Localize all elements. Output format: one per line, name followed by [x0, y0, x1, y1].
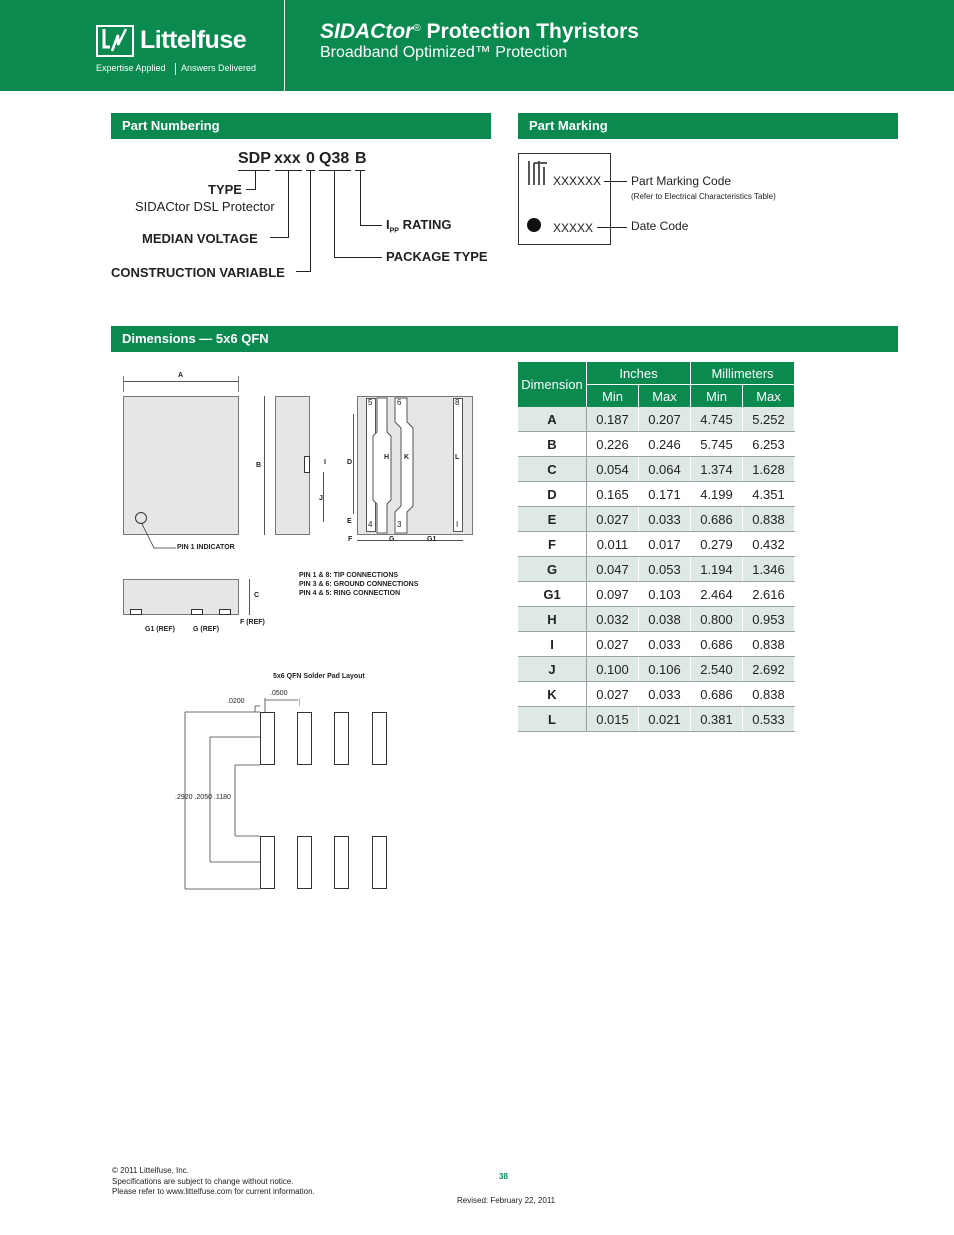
dimensions-heading: Dimensions — 5x6 QFN — [111, 326, 898, 352]
pin-connection-notes: PIN 1 & 8: TIP CONNECTIONS PIN 3 & 6: GROUND CONNECTIONS PIN 4 & 5: RING CONNECTION — [299, 572, 419, 597]
dimension-cell: D — [518, 482, 587, 507]
revised-date: Revised: February 22, 2011 — [457, 1196, 556, 1205]
code-part-construction: 0 — [306, 150, 315, 167]
code-part-rating: B — [355, 150, 367, 167]
bottom-pad-shapes — [357, 396, 473, 535]
dimension-cell: J — [518, 657, 587, 682]
col-dimension: Dimension — [518, 362, 587, 407]
type-description: SIDACtor DSL Protector — [135, 199, 275, 214]
value-cell: 0.021 — [639, 707, 691, 732]
table-row — [518, 482, 795, 507]
value-cell: 0.100 — [587, 657, 639, 682]
tagline-right: Answers Delivered — [181, 63, 257, 73]
table-row — [518, 557, 795, 582]
value-cell: 0.800 — [691, 607, 743, 632]
tagline-left: Expertise Applied — [96, 63, 166, 73]
dimension-cell: G1 — [518, 582, 587, 607]
littelfuse-logo — [96, 22, 266, 82]
value-cell: 1.628 — [743, 457, 795, 482]
table-row — [518, 457, 795, 482]
part-numbering-heading: Part Numbering — [111, 113, 491, 139]
construction-variable-label: CONSTRUCTION VARIABLE — [111, 265, 285, 280]
value-cell: 2.464 — [691, 582, 743, 607]
table-row — [518, 407, 795, 432]
value-cell: 0.686 — [691, 632, 743, 657]
value-cell: 0.171 — [639, 482, 691, 507]
table-row — [518, 707, 795, 732]
table-row — [518, 532, 795, 557]
page-title: SIDACtor® Protection Thyristors — [320, 20, 639, 43]
dimensions-table — [518, 362, 795, 732]
littelfuse-mark-icon — [527, 159, 549, 189]
value-cell: 2.540 — [691, 657, 743, 682]
page-subtitle: Broadband Optimized™ Protection — [320, 44, 568, 61]
value-cell: 5.252 — [743, 407, 795, 432]
table-row — [518, 607, 795, 632]
dimension-cell: A — [518, 407, 587, 432]
value-cell: 0.432 — [743, 532, 795, 557]
value-cell: 0.054 — [587, 457, 639, 482]
value-cell: 0.027 — [587, 632, 639, 657]
value-cell: 0.053 — [639, 557, 691, 582]
table-row — [518, 657, 795, 682]
package-type-label: PACKAGE TYPE — [386, 249, 488, 264]
value-cell: 2.692 — [743, 657, 795, 682]
code-part-voltage: xxx — [274, 150, 301, 167]
dimension-cell: I — [518, 632, 587, 657]
value-cell: 1.374 — [691, 457, 743, 482]
part-marking-code-note: (Refer to Electrical Characteristics Table) — [631, 192, 776, 201]
group-inches: Inches — [587, 362, 691, 385]
value-cell: 0.097 — [587, 582, 639, 607]
value-cell: 6.253 — [743, 432, 795, 457]
dimension-cell: C — [518, 457, 587, 482]
median-voltage-label: MEDIAN VOLTAGE — [142, 231, 258, 246]
value-cell: 0.207 — [639, 407, 691, 432]
marking-code-text: XXXXXX — [553, 174, 602, 188]
col-in-min: Min — [587, 385, 639, 408]
table-row — [518, 682, 795, 707]
code-part-package: Q38 — [319, 150, 350, 167]
page-number: 38 — [499, 1172, 508, 1181]
pin1-dot-icon — [527, 218, 541, 232]
group-millimeters: Millimeters — [691, 362, 795, 385]
header-divider — [284, 0, 285, 91]
value-cell: 0.017 — [639, 532, 691, 557]
dimension-cell: B — [518, 432, 587, 457]
value-cell: 1.194 — [691, 557, 743, 582]
tagline-divider — [175, 63, 176, 75]
marking-date-text: XXXXX — [553, 221, 594, 235]
value-cell: 0.838 — [743, 682, 795, 707]
footer-legal: © 2011 Littelfuse, Inc. Specifications are subject to change without notice. Please refer to www.littelfuse.com for current information. — [112, 1166, 315, 1196]
code-part-type: SDP — [238, 150, 271, 167]
ipp-rating-label: $I_{PP}$ RATING — [386, 217, 452, 235]
logo-wordmark: Littelfuse — [140, 26, 247, 54]
value-cell: 0.381 — [691, 707, 743, 732]
value-cell: 0.533 — [743, 707, 795, 732]
table-row — [518, 632, 795, 657]
dimension-cell: F — [518, 532, 587, 557]
value-cell: 0.279 — [691, 532, 743, 557]
value-cell: 4.745 — [691, 407, 743, 432]
value-cell: 0.033 — [639, 507, 691, 532]
pin1-leader-line — [140, 522, 180, 552]
col-mm-min: Min — [691, 385, 743, 408]
part-marking-code-label: Part Marking Code — [631, 174, 732, 188]
value-cell: 0.838 — [743, 632, 795, 657]
value-cell: 4.199 — [691, 482, 743, 507]
logo-mark-icon — [96, 25, 136, 59]
value-cell: 0.038 — [639, 607, 691, 632]
date-code-label: Date Code — [631, 219, 689, 233]
dimension-cell: L — [518, 707, 587, 732]
value-cell: 0.686 — [691, 682, 743, 707]
value-cell: 0.032 — [587, 607, 639, 632]
table-row — [518, 432, 795, 457]
value-cell: 0.103 — [639, 582, 691, 607]
table-row — [518, 582, 795, 607]
col-in-max: Max — [639, 385, 691, 408]
dimension-cell: H — [518, 607, 587, 632]
value-cell: 2.616 — [743, 582, 795, 607]
value-cell: 0.015 — [587, 707, 639, 732]
page-header — [0, 0, 954, 91]
table-row — [518, 507, 795, 532]
value-cell: 0.027 — [587, 682, 639, 707]
value-cell: 0.064 — [639, 457, 691, 482]
value-cell: 1.346 — [743, 557, 795, 582]
dimension-cell: E — [518, 507, 587, 532]
value-cell: 0.165 — [587, 482, 639, 507]
part-marking-heading: Part Marking — [518, 113, 898, 139]
value-cell: 0.953 — [743, 607, 795, 632]
dimension-cell: G — [518, 557, 587, 582]
value-cell: 0.246 — [639, 432, 691, 457]
value-cell: 0.027 — [587, 507, 639, 532]
value-cell: 5.745 — [691, 432, 743, 457]
type-label: TYPE — [208, 182, 242, 197]
value-cell: 0.686 — [691, 507, 743, 532]
value-cell: 4.351 — [743, 482, 795, 507]
value-cell: 0.187 — [587, 407, 639, 432]
marking-package-outline — [518, 153, 611, 245]
value-cell: 0.226 — [587, 432, 639, 457]
value-cell: 0.033 — [639, 682, 691, 707]
dimension-cell: K — [518, 682, 587, 707]
value-cell: 0.047 — [587, 557, 639, 582]
solder-dimension-lines — [180, 690, 300, 895]
value-cell: 0.838 — [743, 507, 795, 532]
value-cell: 0.011 — [587, 532, 639, 557]
col-mm-max: Max — [743, 385, 795, 408]
value-cell: 0.033 — [639, 632, 691, 657]
value-cell: 0.106 — [639, 657, 691, 682]
